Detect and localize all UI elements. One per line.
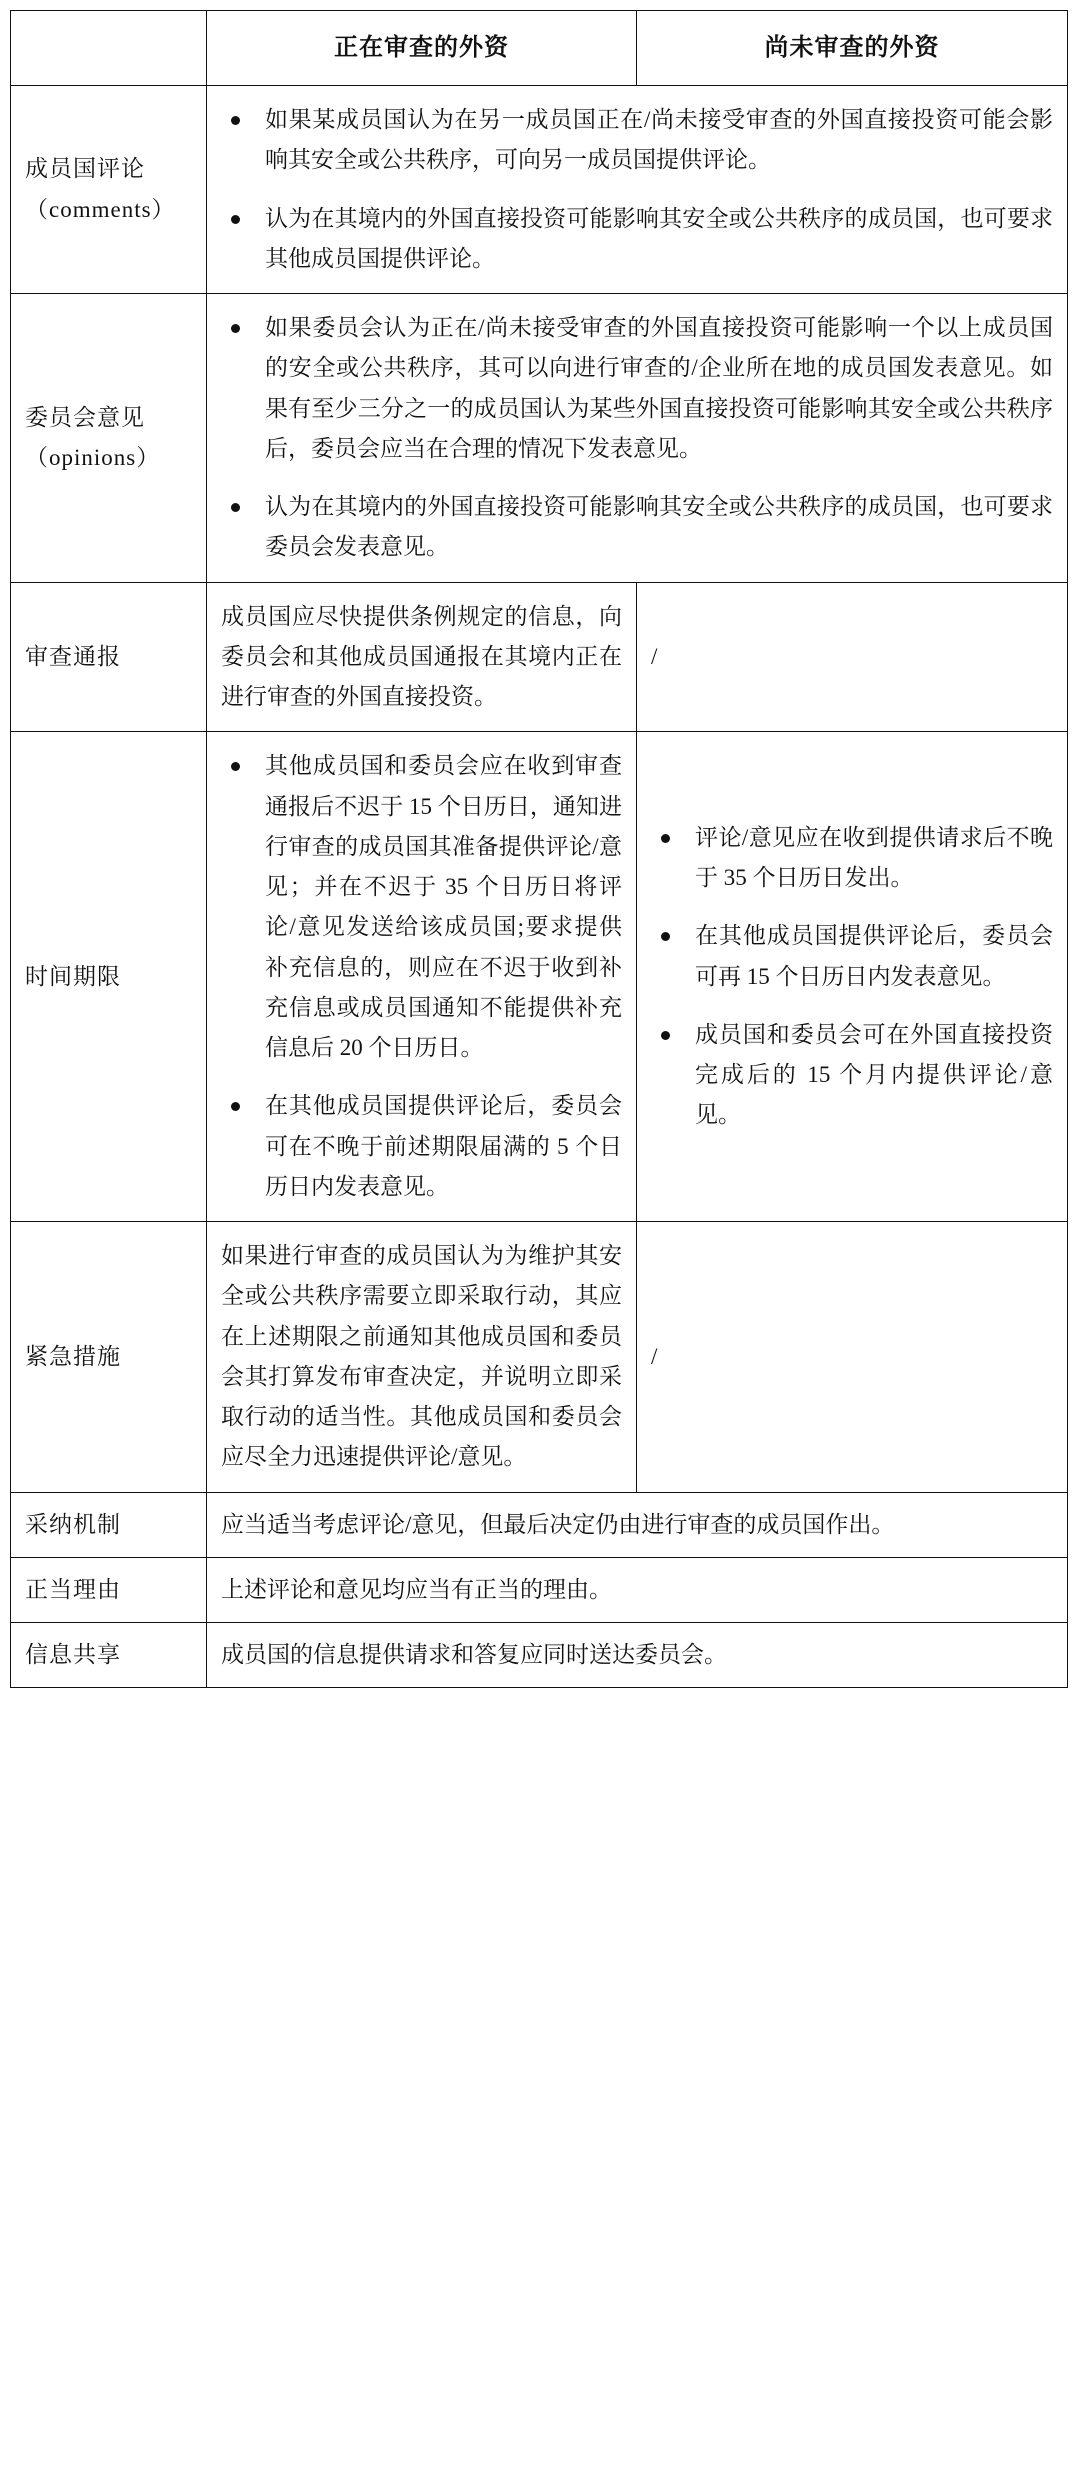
bullet-list [221, 308, 1053, 568]
row-label-line-1: 紧急措施 [25, 1343, 121, 1369]
list-item: 认为在其境内的外国直接投资可能影响其安全或公共秩序的成员国，也可要求委员会发表意见。 [221, 487, 1053, 568]
bullet-list [221, 746, 622, 1207]
cell-urgent-measures-right: / [637, 1222, 1068, 1493]
cell-urgent-measures-left [207, 1222, 637, 1493]
row-label-line-1: 时间期限 [25, 963, 121, 989]
row-label-line-1: 委员会意见 [25, 404, 145, 430]
list-item: 成员国和委员会可在外国直接投资完成后的 15 个月内提供评论/意见。 [651, 1015, 1053, 1136]
list-item: 在其他成员国提供评论后，委员会可在不晚于前述期限届满的 5 个日历日内发表意见。 [221, 1086, 622, 1207]
table-header-row [11, 11, 1068, 86]
row-label-justification [11, 1557, 207, 1622]
row-label-adoption-mechanism [11, 1492, 207, 1557]
table-row [11, 86, 1068, 294]
list-item: 其他成员国和委员会应在收到审查通报后不迟于 15 个日历日，通知进行审查的成员国其准备提供评论/意见；并在不迟于 35 个日历日将评论/意见发送给该成员国;要求提供补充信息的，则应在不迟于收到补充信息或成员国通知不能提供补充信息后 20 个日历日。 [221, 746, 622, 1068]
header-cell-blank [11, 11, 207, 86]
table-row [11, 1623, 1068, 1688]
table-row [11, 1492, 1068, 1557]
cell-commission-opinions [207, 294, 1068, 583]
list-item: 如果某成员国认为在另一成员国正在/尚未接受审查的外国直接投资可能会影响其安全或公共秩序，可向另一成员国提供评论。 [221, 100, 1053, 181]
paragraph: 成员国的信息提供请求和答复应同时送达委员会。 [221, 1642, 727, 1667]
row-label-screening-notification [11, 582, 207, 732]
bullet-list [651, 818, 1053, 1136]
table-row [11, 1222, 1068, 1493]
list-item: 评论/意见应在收到提供请求后不晚于 35 个日历日发出。 [651, 818, 1053, 899]
table-row [11, 1557, 1068, 1622]
cell-time-limits-left [207, 732, 637, 1222]
paragraph: 成员国应尽快提供条例规定的信息，向委员会和其他成员国通报在其境内正在进行审查的外国直接投资。 [221, 603, 622, 709]
row-label-line-1: 正当理由 [25, 1576, 121, 1602]
cell-time-limits-right [637, 732, 1068, 1222]
table-row [11, 582, 1068, 732]
row-label-line-2: （comments） [25, 196, 176, 222]
row-label-urgent-measures [11, 1222, 207, 1493]
header-cell-under-screening: 正在审查的外资 [207, 11, 637, 86]
table-header [11, 11, 1068, 86]
paragraph: 上述评论和意见均应当有正当的理由。 [221, 1576, 612, 1602]
paragraph: 如果进行审查的成员国认为为维护其安全或公共秩序需要立即采取行动，其应在上述期限之前通知其他成员国和委员会其打算发布审查决定，并说明立即采取行动的适当性。其他成员国和委员会应尽全力迅速提供评论/意见。 [221, 1243, 622, 1470]
paragraph: 应当适当考虑评论/意见，但最后决定仍由进行审查的成员国作出。 [221, 1511, 895, 1537]
row-label-time-limits [11, 732, 207, 1222]
table-row [11, 294, 1068, 583]
cell-screening-notification-left [207, 582, 637, 732]
row-label-line-1: 信息共享 [25, 1642, 121, 1667]
cell-justification [207, 1557, 1068, 1622]
cell-screening-notification-right: / [637, 582, 1068, 732]
table-row [11, 732, 1068, 1222]
header-cell-not-screened: 尚未审查的外资 [637, 11, 1068, 86]
list-item: 如果委员会认为正在/尚未接受审查的外国直接投资可能影响一个以上成员国的安全或公共秩序，其可以向进行审查的/企业所在地的成员国发表意见。如果有至少三分之一的成员国认为某些外国直接投资可能影响其安全或公共秩序后，委员会应当在合理的情况下发表意见。 [221, 308, 1053, 469]
list-item: 认为在其境内的外国直接投资可能影响其安全或公共秩序的成员国，也可要求其他成员国提供评论。 [221, 199, 1053, 280]
row-label-line-1: 审查通报 [25, 643, 121, 669]
table-body [11, 86, 1068, 1688]
cell-information-sharing [207, 1623, 1068, 1688]
list-item: 在其他成员国提供评论后，委员会可再 15 个日历日内发表意见。 [651, 916, 1053, 997]
cell-adoption-mechanism [207, 1492, 1068, 1557]
bullet-list [221, 100, 1053, 279]
row-label-member-state-comments [11, 86, 207, 294]
row-label-line-2: （opinions） [25, 444, 161, 470]
row-label-information-sharing [11, 1623, 207, 1688]
row-label-line-1: 成员国评论 [25, 156, 145, 182]
cell-member-state-comments [207, 86, 1068, 294]
row-label-commission-opinions [11, 294, 207, 583]
row-label-line-1: 采纳机制 [25, 1511, 121, 1537]
fdi-screening-comparison-table [10, 10, 1068, 1688]
